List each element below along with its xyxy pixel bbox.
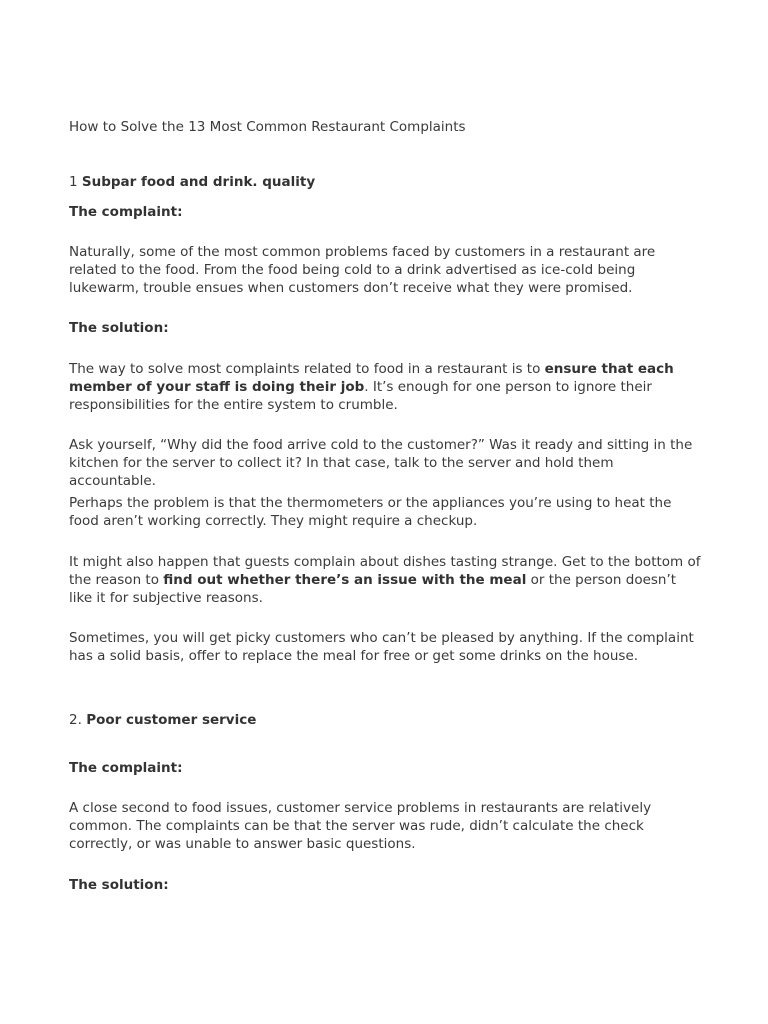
solution-label: The solution: (69, 320, 169, 336)
solution-label: The solution: (69, 877, 169, 893)
solution-paragraph (69, 360, 701, 415)
solution-paragraph: Ask yourself, “Why did the food arrive cold to the customer?” Was it ready and sitting in the kitchen for the server to collect it? In that case, talk to the server and hold them accountable. (69, 437, 693, 490)
solution-text: or the person doesn’t like it for subjective reasons. (69, 572, 677, 607)
solution-emphasis: ensure that each member of your staff is doing their job (69, 361, 674, 396)
solution-paragraph (69, 553, 701, 608)
solution-text: The way to solve most complaints related to food in a restaurant is to (69, 361, 545, 377)
solution-text: It might also happen that guests complain about dishes tasting strange. Get to the bottom of the reason to (69, 554, 701, 589)
complaint-label: The complaint: (69, 760, 183, 776)
solution-paragraph: Sometimes, you will get picky customers who can’t be pleased by anything. If the complaint has a solid basis, offer to replace the meal for free or get some drinks on the house. (69, 630, 694, 665)
solution-text: . It’s enough for one person to ignore their responsibilities for the entire system to crumble. (69, 379, 652, 414)
section-number: 2. (69, 712, 82, 728)
section-title: Poor customer service (86, 712, 257, 728)
section-heading (69, 711, 701, 729)
document-title: How to Solve the 13 Most Common Restaurant Complaints (69, 119, 466, 135)
section-number: 1 (69, 174, 78, 190)
solution-emphasis: find out whether there’s an issue with the meal (163, 572, 527, 589)
section-title: Subpar food and drink. quality (81, 174, 316, 190)
solution-paragraph: Perhaps the problem is that the thermometers or the appliances you’re using to heat the food aren’t working correctly. They might require a checkup. (69, 495, 672, 530)
complaint-paragraph: A close second to food issues, customer service problems in restaurants are relatively common. The complaints can be that the server was rude, didn’t calculate the check correctly, or was unable to answer basic questions. (69, 800, 652, 853)
complaint-paragraph: Naturally, some of the most common problems faced by customers in a restaurant are related to the food. From the food being cold to a drink advertised as ice-cold being lukewarm, trouble ensues when customers don’t receive what they were promised. (69, 244, 656, 297)
section-heading (69, 173, 701, 191)
complaint-label: The complaint: (69, 204, 183, 220)
